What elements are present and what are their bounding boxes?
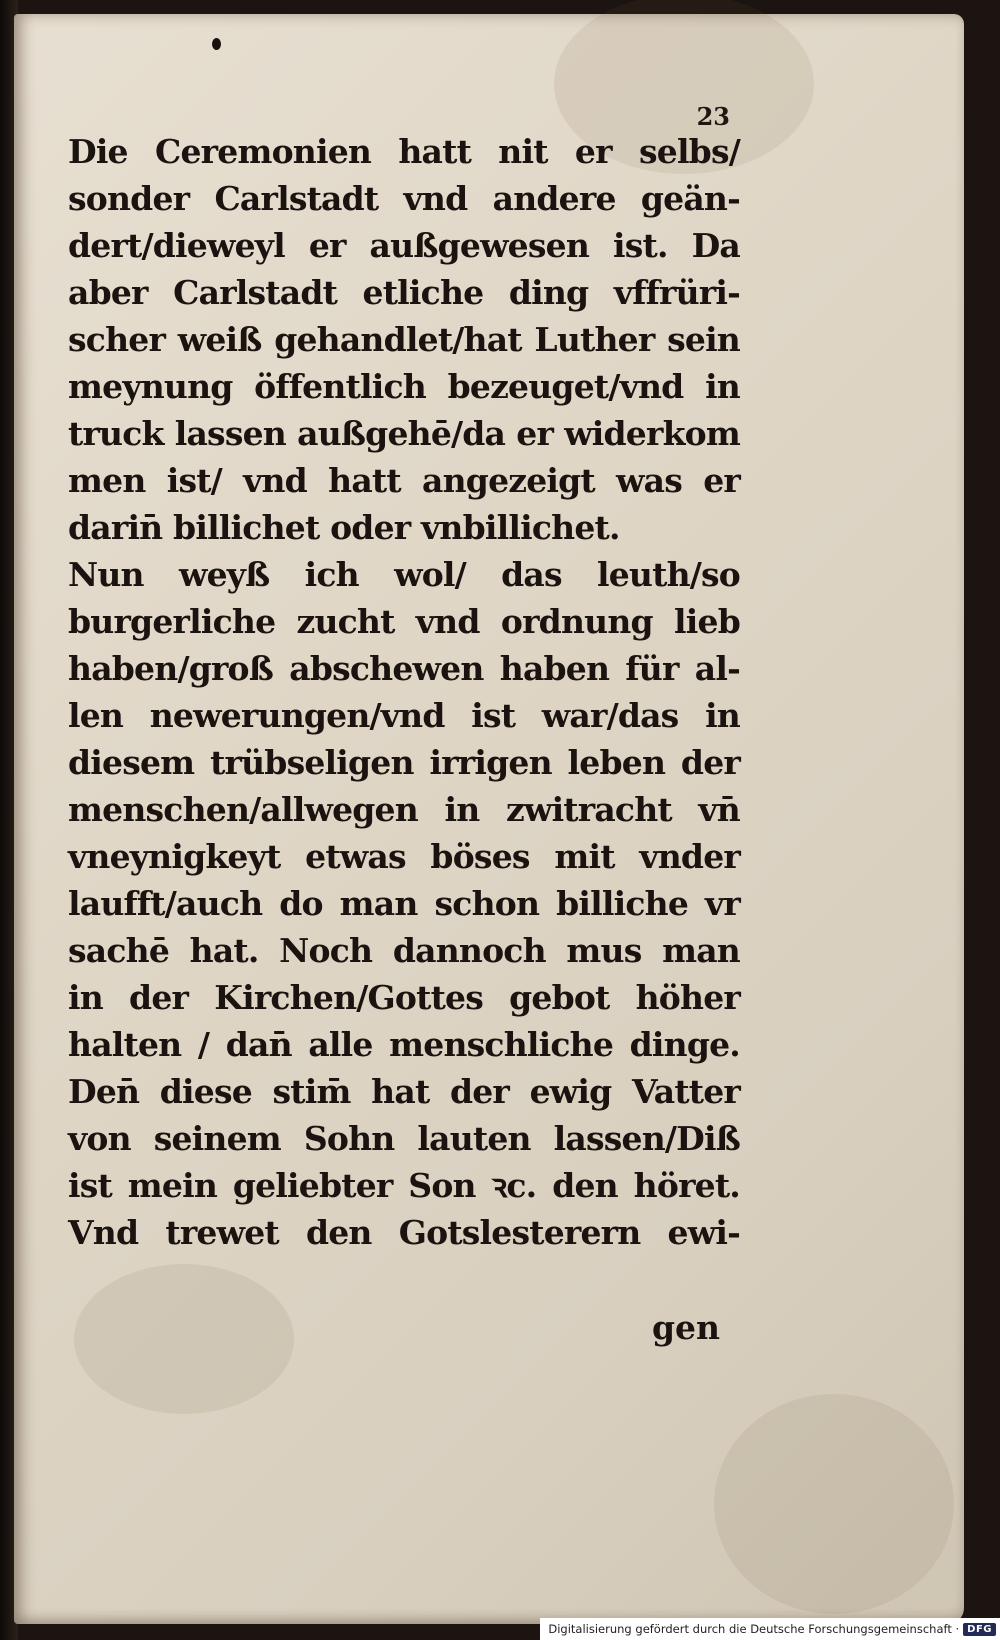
text-line: diesem trübseligen irrigen leben der	[68, 743, 740, 782]
text-line: sachē hat. Noch dannoch mus man	[68, 931, 740, 970]
text-line: scher weiß gehandlet/hat Luther sein	[68, 320, 740, 359]
text-line: Die Ceremonien hatt nit er selbs/	[68, 132, 740, 171]
text-line: darin̄ billichet oder vnbillichet.	[68, 508, 620, 547]
text-line: von seinem Sohn lauten lassen/Diß	[68, 1119, 740, 1158]
digitization-credit-bar	[540, 1618, 1000, 1640]
text-line: Den̄ diese stim̄ hat der ewig Vatter	[68, 1072, 740, 1111]
paper-stain	[714, 1394, 954, 1614]
text-line: laufft/auch do man schon billiche vr	[68, 884, 740, 923]
text-line: meynung öffentlich bezeuget/vnd in	[68, 367, 740, 406]
body-text	[68, 128, 740, 1256]
catchword: gen	[651, 1308, 720, 1347]
wormhole-mark	[212, 38, 221, 50]
dfg-logo: DFG	[963, 1623, 996, 1636]
text-line: burgerliche zucht vnd ordnung lieb	[68, 602, 740, 641]
text-line: aber Carlstadt etliche ding vffrüri-	[68, 273, 740, 312]
text-line: len newerungen/vnd ist war/das in	[68, 696, 740, 735]
text-line: menschen/allwegen in zwitracht vn̄	[68, 790, 740, 829]
text-line: dert/dieweyl er außgewesen ist. Da	[68, 226, 740, 265]
text-line: haben/groß abschewen haben für al-	[68, 649, 740, 688]
text-line: halten / dan̄ alle menschliche dinge.	[68, 1025, 740, 1064]
text-line: sonder Carlstadt vnd andere geän-	[68, 179, 740, 218]
text-line: in der Kirchen/Gottes gebot höher	[68, 978, 740, 1017]
funding-credit: Digitalisierung gefördert durch die Deutsche Forschungsgemeinschaft ·	[548, 1622, 960, 1636]
text-line: Nun weyß ich wol/ das leuth/so	[68, 555, 740, 594]
text-line: vneynigkeyt etwas böses mit vnder	[68, 837, 740, 876]
text-line: Vnd trewet den Gotslesterern ewi-	[68, 1213, 740, 1252]
paper-stain	[74, 1264, 294, 1414]
text-line: men ist/ vnd hatt angezeigt was er	[68, 461, 740, 500]
text-line: truck lassen außgehē/da er widerkom	[68, 414, 740, 453]
page-number: 23	[696, 102, 730, 131]
text-line: ist mein geliebter Son ꝛc. den höret.	[68, 1166, 740, 1205]
